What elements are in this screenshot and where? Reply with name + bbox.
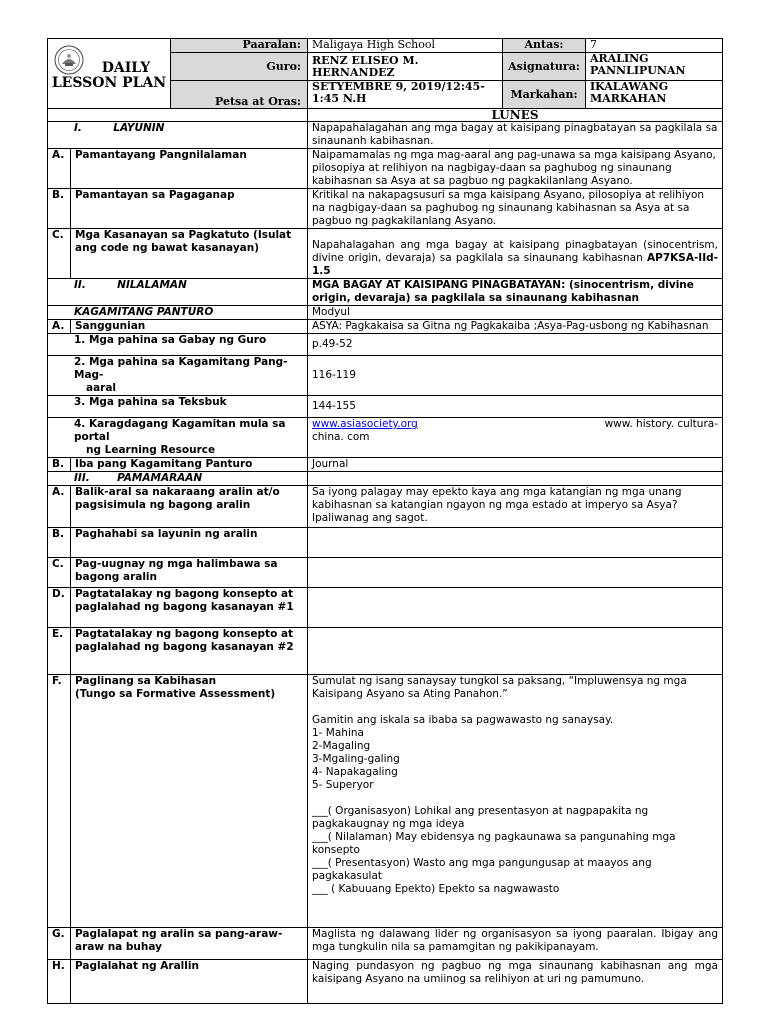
nilalaman-num: II. [74, 279, 86, 291]
row-balik-aral [48, 486, 723, 528]
petsa-label: Petsa at Oras: [171, 81, 308, 109]
criteria-item: ___( Presentasyon) Wasto ang mga pangungusap at maayos ang pagkakasulat [312, 857, 652, 882]
row-label: Mga Kasanayan sa Pagkatuto (Isulat ang code ng bawat kasanayan) [71, 229, 308, 279]
row-label: Pamantayang Pangnilalaman [71, 149, 308, 189]
day-heading: LUNES [308, 109, 723, 122]
row-label: KAGAMITANG PANTURO [48, 306, 308, 320]
row-letter: D. [48, 588, 71, 628]
row-nilalaman [48, 279, 723, 306]
row-label: 2. Mga pahina sa Kagamitang Pang-Mag- aaral [48, 356, 308, 396]
criteria-item: ___( Nilalaman) May ebidensya ng pagkaunawa sa pangunahing mga konsepto [312, 831, 676, 856]
asignatura-value: ARALING PANNLIPUNAN [586, 53, 723, 81]
row-label: Sanggunian [71, 320, 308, 334]
scale-item: 3-Mgaling-galing [312, 753, 400, 765]
criteria-item: ___( Organisasyon) Lohikal ang presentasyon at nagpapakita ng pagkakaugnay ng mga ideya [312, 805, 649, 830]
row-label: Iba pang Kagamitang Panturo [71, 458, 308, 472]
row-layunin [48, 122, 723, 149]
day-spacer [48, 109, 308, 122]
row-letter: C. [48, 229, 71, 279]
row-paglalapat [48, 928, 723, 960]
history-link-text: www. history. cultura- [604, 418, 718, 430]
essay-prompt: Sumulat ng isang sanaysay tungkol sa paksang, “Impluwensya ng mga Kaisipang Asyano sa Ating Panahon.” [312, 675, 687, 700]
asignatura-label: Asignatura: [503, 53, 586, 81]
antas-value: 7 [586, 39, 723, 53]
row-pamamaraan [48, 472, 723, 486]
antas-label: Antas: [503, 39, 586, 53]
row-letter: A. [48, 149, 71, 189]
row-text: p.49-52 [308, 334, 723, 356]
scale-item: 1- Mahina [312, 727, 364, 739]
row-karagdagang-kagamitan [48, 418, 723, 458]
row-label: 3. Mga pahina sa Teksbuk [48, 396, 308, 418]
row-sanggunian [48, 320, 723, 334]
markahan-label: Markahan: [503, 81, 586, 109]
row-text: Sa iyong palagay may epekto kaya ang mga katangian ng mga unang kabihasnan sa katangian ngayon ng mga estado at imperyo sa Asya? Ipaliwanag ang sagot. [308, 486, 723, 528]
paaralan-value: Maligaya High School [308, 39, 503, 53]
row-text: Maglista ng dalawang lider ng organisasyon sa iyong paaralan. Ibigay ang mga tungkulin nila sa pamamgitan ng pakikipanayam. [308, 928, 723, 960]
layunin-text: Napapahalagahan ang mga bagay at kaisipang pinagbatayan sa pagkilala sa sinaunanh kabihasnan. [308, 122, 723, 149]
row-label: Pamantayan sa Pagaganap [71, 189, 308, 229]
row-letter: B. [48, 189, 71, 229]
row-letter: E. [48, 628, 71, 675]
row-iba-pang-kagamitan [48, 458, 723, 472]
row-pamantayang-pangnilalaman [48, 149, 723, 189]
row-text: 116-119 [308, 356, 723, 396]
row-gabay-ng-guro [48, 334, 723, 356]
scale-item: 2-Magaling [312, 740, 371, 752]
row-label: Paglalahat ng Arallin [71, 960, 308, 1004]
row-pagtatalakay-1 [48, 588, 723, 628]
row-letter: A. [48, 486, 71, 528]
markahan-value: IKALAWANG MARKAHAN [586, 81, 723, 109]
row-letter: G. [48, 928, 71, 960]
row-pagtatalakay-2 [48, 628, 723, 675]
row-pamantayan-sa-pagaganap [48, 189, 723, 229]
petsa-value: SETYEMBRE 9, 2019/12:45- 1:45 N.H [308, 81, 503, 109]
row-label: Paghahabi sa layunin ng aralin [71, 528, 308, 558]
row-letter: A. [48, 320, 71, 334]
row-text: Napahalagahan ang mga bagay at kaisipang pinagbatayan (sinocentrism, divine origin, devaraja) sa pagkilala sa sinaunang kabihasnan AP7KSA-IId-1.5 [308, 229, 723, 279]
row-text: Modyul [308, 306, 723, 320]
row-letter: F. [48, 675, 71, 928]
row-letter: H. [48, 960, 71, 1004]
row-text: ASYA: Pagkakaisa sa Gitna ng Pagkakaiba ;Asya-Pag-usbong ng Kabihasnan [308, 320, 723, 334]
row-text: Naging pundasyon ng pagbuo ng mga sinaunang kabihasnan ang mga kaisipang Asyano na umiinog sa relihiyon at uri ng pamumuno. [308, 960, 723, 1004]
row-kagamitang-pang-mag-aaral [48, 356, 723, 396]
lesson-plan-sheet [47, 38, 722, 1004]
row-mga-kasanayan [48, 229, 723, 279]
scale-item: 4- Napakagaling [312, 766, 398, 778]
row-letter: C. [48, 558, 71, 588]
row-label: Pagtatalakay ng bagong konsepto at paglalahad ng bagong kasanayan #1 [71, 588, 308, 628]
pamamaraan-label: PAMAMARAAN [117, 472, 203, 484]
row-text: Journal [308, 458, 723, 472]
criteria-item: ___ ( Kabuuang Epekto) Epekto sa nagwawasto [312, 883, 560, 895]
guro-label: Guro: [171, 53, 308, 81]
competency-code: AP7KSA-IId-1.5 [312, 252, 718, 277]
row-text: Naipamamalas ng mga mag-aaral ang pag-unawa sa mga kaisipang Asyano, pilosopiya at relihiyon na nagbigay-daan sa paghubog ng sinaunang kabihasnan sa Asya at sa pagbuo ng pagkakilanlang Asyano. [308, 149, 723, 189]
scale-instruction: Gamitin ang iskala sa ibaba sa pagwawasto ng sanaysay. [312, 714, 614, 726]
row-label: Balik-aral sa nakaraang aralin at/o pagsisimula ng bagong aralin [71, 486, 308, 528]
nilalaman-text: MGA BAGAY AT KAISIPANG PINAGBATAYAN: (sinocentrism, divine origin, devaraja) sa pagkilala sa sinaunang kabihasnan [308, 279, 723, 306]
nilalaman-label: NILALAMAN [117, 279, 187, 291]
row-paglalahat [48, 960, 723, 1004]
row-kagamitang-panturo [48, 306, 723, 320]
daily-lesson-plan-title: DAILY LESSON PLAN [51, 60, 167, 91]
row-letter: B. [48, 528, 71, 558]
row-text: Kritikal na nakapagsusuri sa mga kaisipang Asyano, pilosopiya at relihiyon na nagbigay-daan sa paghubog ng sinaunang kabihasnan sa Asya at sa pagbuo ng pagkakilanlang Asyano. [308, 189, 723, 229]
row-pag-uugnay [48, 558, 723, 588]
guro-value: RENZ ELISEO M. HERNANDEZ [308, 53, 503, 81]
row-label: 4. Karagdagang Kagamitan mula sa portal ng Learning Resource [48, 418, 308, 458]
layunin-num: I. [74, 122, 82, 134]
row-label: Pag-uugnay ng mga halimbawa sa bagong aralin [71, 558, 308, 588]
history-link-text-cont: china. com [312, 431, 370, 443]
layunin-label: LAYUNIN [113, 122, 165, 134]
asiasociety-link[interactable]: www.asiasociety.org [312, 418, 418, 430]
formative-assessment-text [308, 675, 723, 928]
row-label: 1. Mga pahina sa Gabay ng Guro [48, 334, 308, 356]
pamamaraan-num: III. [74, 472, 90, 484]
row-text [308, 418, 723, 458]
row-teksbuk [48, 396, 723, 418]
scale-item: 5- Superyor [312, 779, 374, 791]
row-letter: B. [48, 458, 71, 472]
row-label: Paglinang sa Kabihasan (Tungo sa Formative Assessment) [71, 675, 308, 928]
paaralan-label: Paaralan: [171, 39, 308, 53]
row-label: Pagtatalakay ng bagong konsepto at paglalahad ng bagong kasanayan #2 [71, 628, 308, 675]
row-text: 144-155 [308, 396, 723, 418]
row-paglinang-sa-kabihasan [48, 675, 723, 928]
row-paghahabi [48, 528, 723, 558]
row-label: Paglalapat ng aralin sa pang-araw-araw na buhay [71, 928, 308, 960]
title-block [48, 39, 171, 109]
